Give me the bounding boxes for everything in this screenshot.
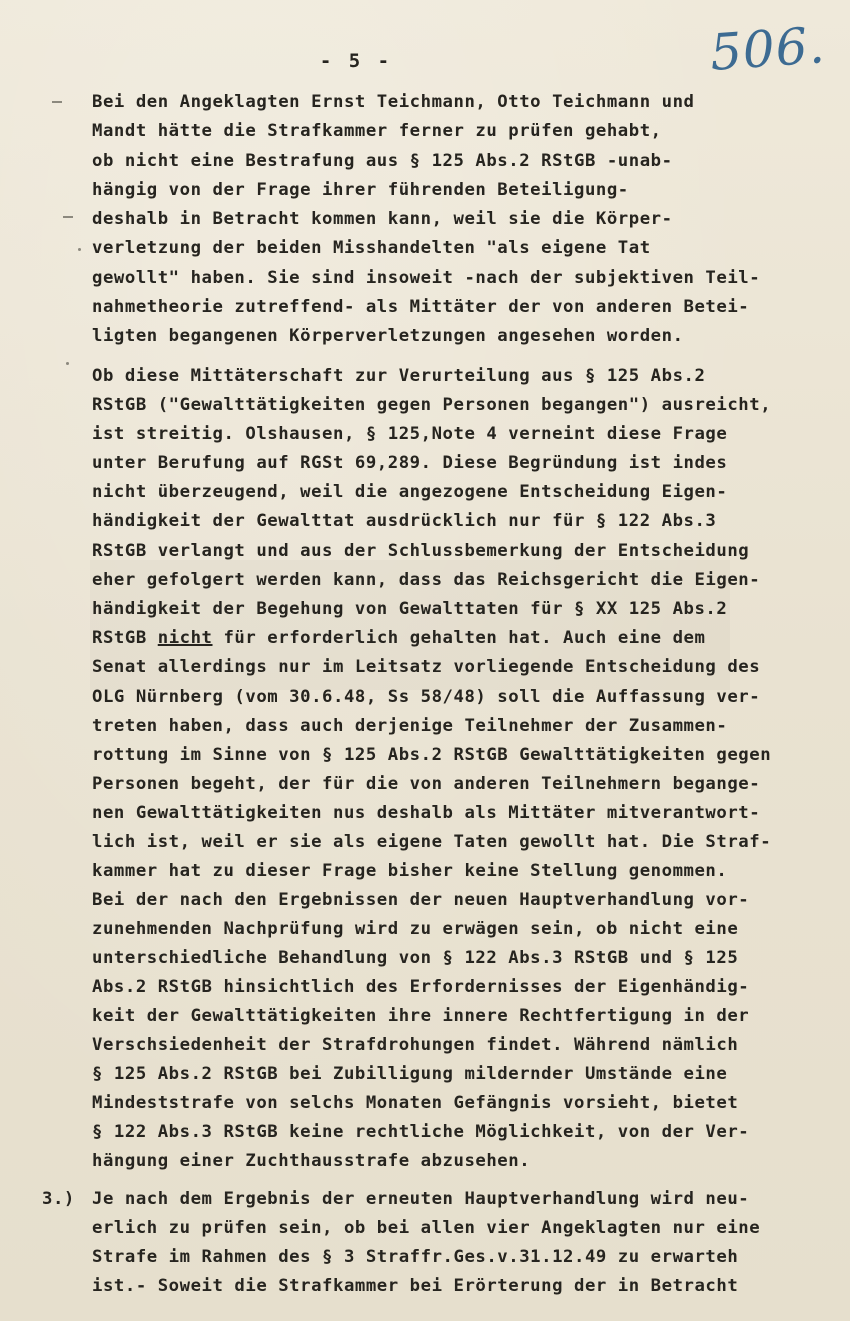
handwritten-folio-number: 506. [708,16,828,82]
text-line: RStGB verlangt und aus der Schlussbemerkung der Entscheidung [92,541,750,561]
text-line: Mindeststrafe von selchs Monaten Gefängnis vorsieht, bietet [92,1093,739,1113]
text-segment: für erforderlich gehalten hat. Auch eine dem [212,628,706,648]
text-segment: RStGB [92,628,158,648]
text-line-with-underline [92,628,705,648]
text-line: Personen begeht, der für die von anderen Teilnehmern begange- [92,774,761,794]
text-line: Bei den Angeklagten Ernst Teichmann, Otto Teichmann und [92,92,695,112]
text-line: keit der Gewalttätigkeiten ihre innere Rechtfertigung in der [92,1006,750,1026]
text-line: RStGB ("Gewalttätigkeiten gegen Personen begangen") ausreicht, [92,395,772,415]
text-line: händigkeit der Begehung von Gewalttaten für § XX 125 Abs.2 [92,599,728,619]
page-number: - 5 - [319,50,393,72]
text-line: Ob diese Mittäterschaft zur Verurteilung aus § 125 Abs.2 [92,366,706,386]
text-line: Senat allerdings nur im Leitsatz vorliegende Entscheidung des [92,657,761,677]
text-line: ist streitig. Olshausen, § 125,Note 4 verneint diese Frage [92,424,728,444]
text-line: deshalb in Betracht kommen kann, weil sie die Körper- [92,209,673,229]
text-line: OLG Nürnberg (vom 30.6.48, Ss 58/48) soll die Auffassung ver- [92,687,761,707]
text-line: nicht überzeugend, weil die angezogene Entscheidung Eigen- [92,482,728,502]
underlined-word: nicht [157,628,213,648]
text-line: Je nach dem Ergebnis der erneuten Hauptverhandlung wird neu- [92,1189,750,1209]
text-line: Bei der nach den Ergebnissen der neuen Hauptverhandlung vor- [92,890,750,910]
text-line: nen Gewalttätigkeiten nus deshalb als Mittäter mitverantwort- [92,803,761,823]
margin-dot [78,248,81,251]
text-line: zunehmenden Nachprüfung wird zu erwägen sein, ob nicht eine [92,919,739,939]
text-line: ob nicht eine Bestrafung aus § 125 Abs.2 RStGB -unab- [92,151,673,171]
text-line: rottung im Sinne von § 125 Abs.2 RStGB Gewalttätigkeiten gegen [92,745,772,765]
text-line: Mandt hätte die Strafkammer ferner zu prüfen gehabt, [92,121,662,141]
text-line: kammer hat zu dieser Frage bisher keine Stellung genommen. [92,861,728,881]
text-line: § 125 Abs.2 RStGB bei Zubilligung mildernder Umstände eine [92,1064,728,1084]
margin-dot [66,362,69,365]
text-line: § 122 Abs.3 RStGB keine rechtliche Möglichkeit, von der Ver- [92,1122,750,1142]
text-line: händigkeit der Gewalttat ausdrücklich nur für § 122 Abs.3 [92,511,717,531]
text-line: erlich zu prüfen sein, ob bei allen vier Angeklagten nur eine [92,1218,761,1238]
text-line: ligten begangenen Körperverletzungen angesehen worden. [92,326,684,346]
text-line: Abs.2 RStGB hinsichtlich des Erfordernisses der Eigenhändig- [92,977,750,997]
text-line: Verschsiedenheit der Strafdrohungen findet. Während nämlich [92,1035,739,1055]
text-line: eher gefolgert werden kann, dass das Reichsgericht die Eigen- [92,570,761,590]
text-line: gewollt" haben. Sie sind insoweit -nach der subjektiven Teil- [92,268,761,288]
list-marker: 3.) [42,1189,75,1209]
margin-mark [52,101,62,103]
margin-mark [63,216,73,218]
text-line: unterschiedliche Behandlung von § 122 Abs.3 RStGB und § 125 [92,948,739,968]
text-line: lich ist, weil er sie als eigene Taten gewollt hat. Die Straf- [92,832,772,852]
text-line: unter Berufung auf RGSt 69,289. Diese Begründung ist indes [92,453,728,473]
text-line: treten haben, dass auch derjenige Teilnehmer der Zusammen- [92,716,728,736]
text-line: Strafe im Rahmen des § 3 Straffr.Ges.v.31.12.49 zu erwarteh [92,1247,739,1267]
text-line: hängung einer Zuchthausstrafe abzusehen. [92,1151,531,1171]
text-line: verletzung der beiden Misshandelten "als eigene Tat [92,238,651,258]
text-line: nahmetheorie zutreffend- als Mittäter der von anderen Betei- [92,297,750,317]
text-line: ist.- Soweit die Strafkammer bei Erörterung der in Betracht [92,1276,739,1296]
text-line: hängig von der Frage ihrer führenden Beteiligung- [92,180,629,200]
